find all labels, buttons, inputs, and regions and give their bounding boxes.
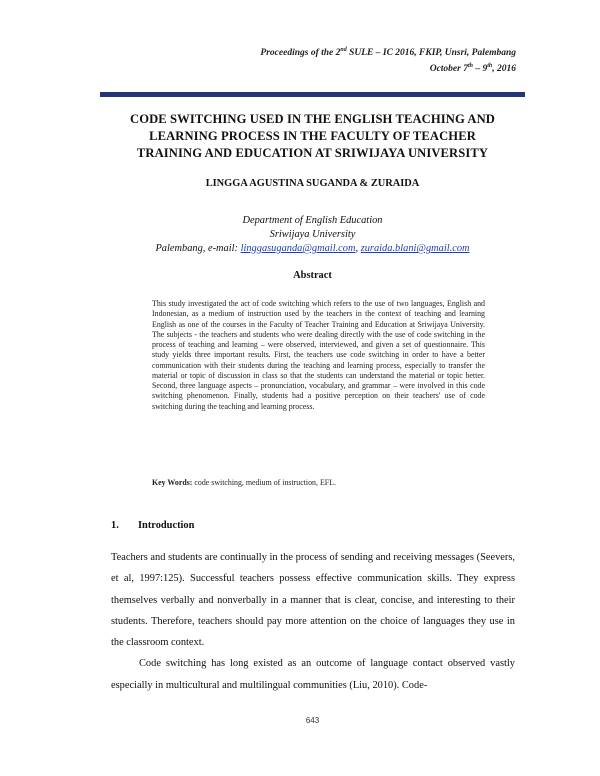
title-line: LEARNING PROCESS IN THE FACULTY OF TEACHER	[149, 129, 476, 143]
section-heading	[111, 520, 194, 531]
body-text	[111, 547, 515, 696]
keywords-text: code switching, medium of instruction, EFL.	[192, 478, 336, 487]
department: Department of English Education	[242, 215, 383, 226]
email-link-1[interactable]: linggasuganda@gmail.com	[240, 243, 356, 254]
abstract-text: This study investigated the act of code switching which refers to the use of two languages, English and Indonesian, as a medium of instruction used by the teachers in the context of teaching and learning English as one of the courses in the Faculty of Teacher Training and Education at Sriwijaya University. The subjects - the teachers and students who were dealing directly with the use of code switching in the process of teaching and learning – were observed, interviewed, and given a set of questionnaire. This study yields three important results. First, the teachers use code switching in order to have a better communication with their students during the teaching and learning process, especially to transfer the material or topic of discussion in class so that the students can understand the material or topic better. Second, three language aspects – pronunciation, vocabulary, and grammar – were involved in this code switching phenomenon. Finally, students had a positive perception on their teachers' use of code switching during the teaching and learning process.	[152, 299, 485, 411]
keywords-label: Key Words:	[152, 478, 193, 487]
university: Sriwijaya University	[269, 229, 356, 240]
paper-title	[100, 111, 525, 162]
paragraph: Teachers and students are continually in the process of sending and receiving messages (Seevers, et al, 1997:125). Successful teachers possess effective communication skills. They express themselves verbally and nonverbally in a manner that is clear, concise, and interesting to their students. Therefore, teachers should pay more attention on the choice of languages they use in the classroom context.	[111, 552, 515, 649]
page-number: 643	[305, 716, 320, 725]
keywords	[152, 478, 485, 487]
paragraph: Code switching has long existed as an outcome of language contact observed vastly especially in multicultural and multilingual communities (Liu, 2010). Code-	[111, 658, 515, 691]
contact-line: Palembang, e-mail: linggasuganda@gmail.com, zuraida.blani@gmail.com	[155, 243, 470, 254]
abstract-heading: Abstract	[293, 270, 332, 281]
section-number: 1.	[111, 520, 119, 531]
title-line: CODE SWITCHING USED IN THE ENGLISH TEACHING AND	[130, 112, 495, 126]
proceedings-line: Proceedings of the 2nd SULE – IC 2016, FKIP, Unsri, Palembang	[260, 47, 516, 59]
authors: LINGGA AGUSTINA SUGANDA & ZURAIDA	[205, 178, 420, 189]
header-rule	[100, 92, 525, 97]
title-line: TRAINING AND EDUCATION AT SRIWIJAYA UNIVERSITY	[136, 146, 489, 160]
email-link-2[interactable]: zuraida.blani@gmail.com	[360, 243, 470, 254]
conference-date: October 7th – 9th, 2016	[429, 63, 516, 75]
affiliation	[100, 214, 525, 256]
proceedings-header	[260, 44, 516, 76]
section-title: Introduction	[138, 520, 195, 531]
